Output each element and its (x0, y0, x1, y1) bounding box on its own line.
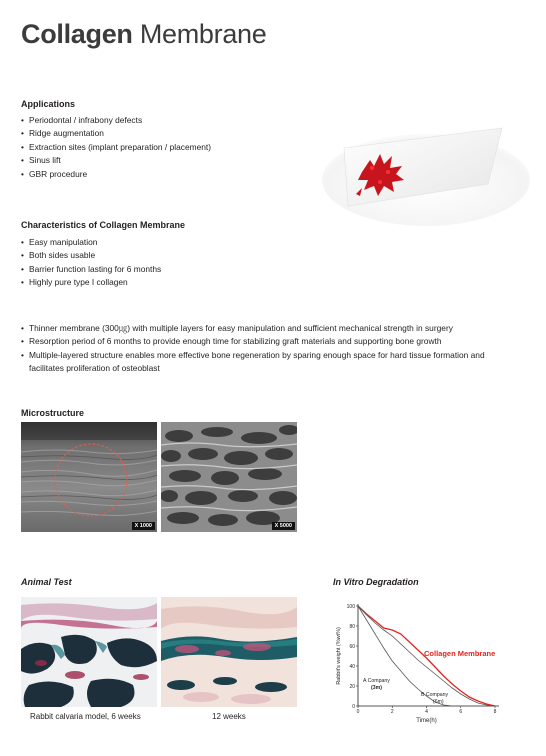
chart-labels (363, 649, 495, 705)
y-tick-label: 100 (346, 603, 355, 610)
sem-image-x1000 (21, 422, 157, 532)
list-item: • Resorption period of 6 months to provide enough time for stabilizing graft materials and supporting bone growth (21, 335, 521, 348)
magnification-label: X 5000 (272, 522, 295, 530)
y-axis-title: Rabbit's weight (%wt%) (336, 627, 342, 685)
b-company-label: B Company (421, 692, 449, 698)
page-title (21, 18, 266, 50)
list-item: • Both sides usable (21, 249, 161, 262)
sem-image-x5000 (161, 422, 297, 532)
product-photo (318, 110, 530, 228)
degradation-heading: In Vitro Degradation (333, 577, 419, 587)
list-item: • Multiple-layered structure enables more effective bone regeneration by sparing enough space for hard tissue formation and facilitates proliferation of osteoblast (21, 349, 521, 376)
degradation-chart-svg (330, 596, 510, 728)
a-company-sublabel: (3m) (371, 685, 382, 691)
y-tick-label: 0 (352, 703, 355, 710)
y-tick-label: 60 (349, 643, 355, 650)
list-item: • GBR procedure (21, 168, 211, 181)
x-tick-label: 8 (493, 709, 497, 715)
animal-test-heading: Animal Test (21, 577, 72, 587)
title-light: Membrane (139, 19, 267, 49)
b-company-sublabel: (6m) (433, 699, 444, 705)
characteristics-heading: Characteristics of Collagen Membrane (21, 220, 186, 230)
x-axis-title: Time(h) (416, 718, 437, 724)
y-tick-label: 40 (349, 663, 355, 670)
applications-list (21, 114, 211, 181)
characteristics-list (21, 236, 161, 290)
x-tick-label: 2 (390, 709, 394, 715)
degradation-chart (330, 596, 510, 728)
a-company-label: A Company (363, 678, 390, 684)
list-item: • Sinus lift (21, 154, 211, 167)
list-item: • Periodontal / infrabony defects (21, 114, 211, 127)
list-item: • Ridge augmentation (21, 127, 211, 140)
y-tick-label: 80 (349, 623, 355, 630)
collagen-series-label: Collagen Membrane (424, 649, 496, 658)
y-tick-label: 20 (349, 683, 355, 690)
applications-heading: Applications (21, 99, 76, 109)
x-tick-label: 0 (356, 709, 360, 715)
histology-caption-12-weeks: 12 weeks (212, 712, 246, 721)
list-item: • Easy manipulation (21, 236, 161, 249)
list-item: • Extraction sites (implant preparation / placement) (21, 141, 211, 154)
x-tick-label: 6 (459, 709, 463, 715)
histology-caption-6-weeks: Rabbit calvaria model, 6 weeks (30, 712, 141, 721)
list-item: • Thinner membrane (300㎍) with multiple layers for easy manipulation and sufficient mechanical strength in surgery (21, 322, 521, 335)
magnification-label: X 1000 (132, 522, 155, 530)
list-item: • Highly pure type I collagen (21, 276, 161, 289)
microstructure-heading: Microstructure (21, 408, 85, 418)
title-bold: Collagen (21, 19, 133, 49)
feature-list (21, 322, 521, 376)
histology-image-12-weeks (161, 597, 297, 707)
histology-image-6-weeks (21, 597, 157, 707)
x-tick-label: 4 (425, 709, 428, 715)
list-item: • Barrier function lasting for 6 months (21, 263, 161, 276)
